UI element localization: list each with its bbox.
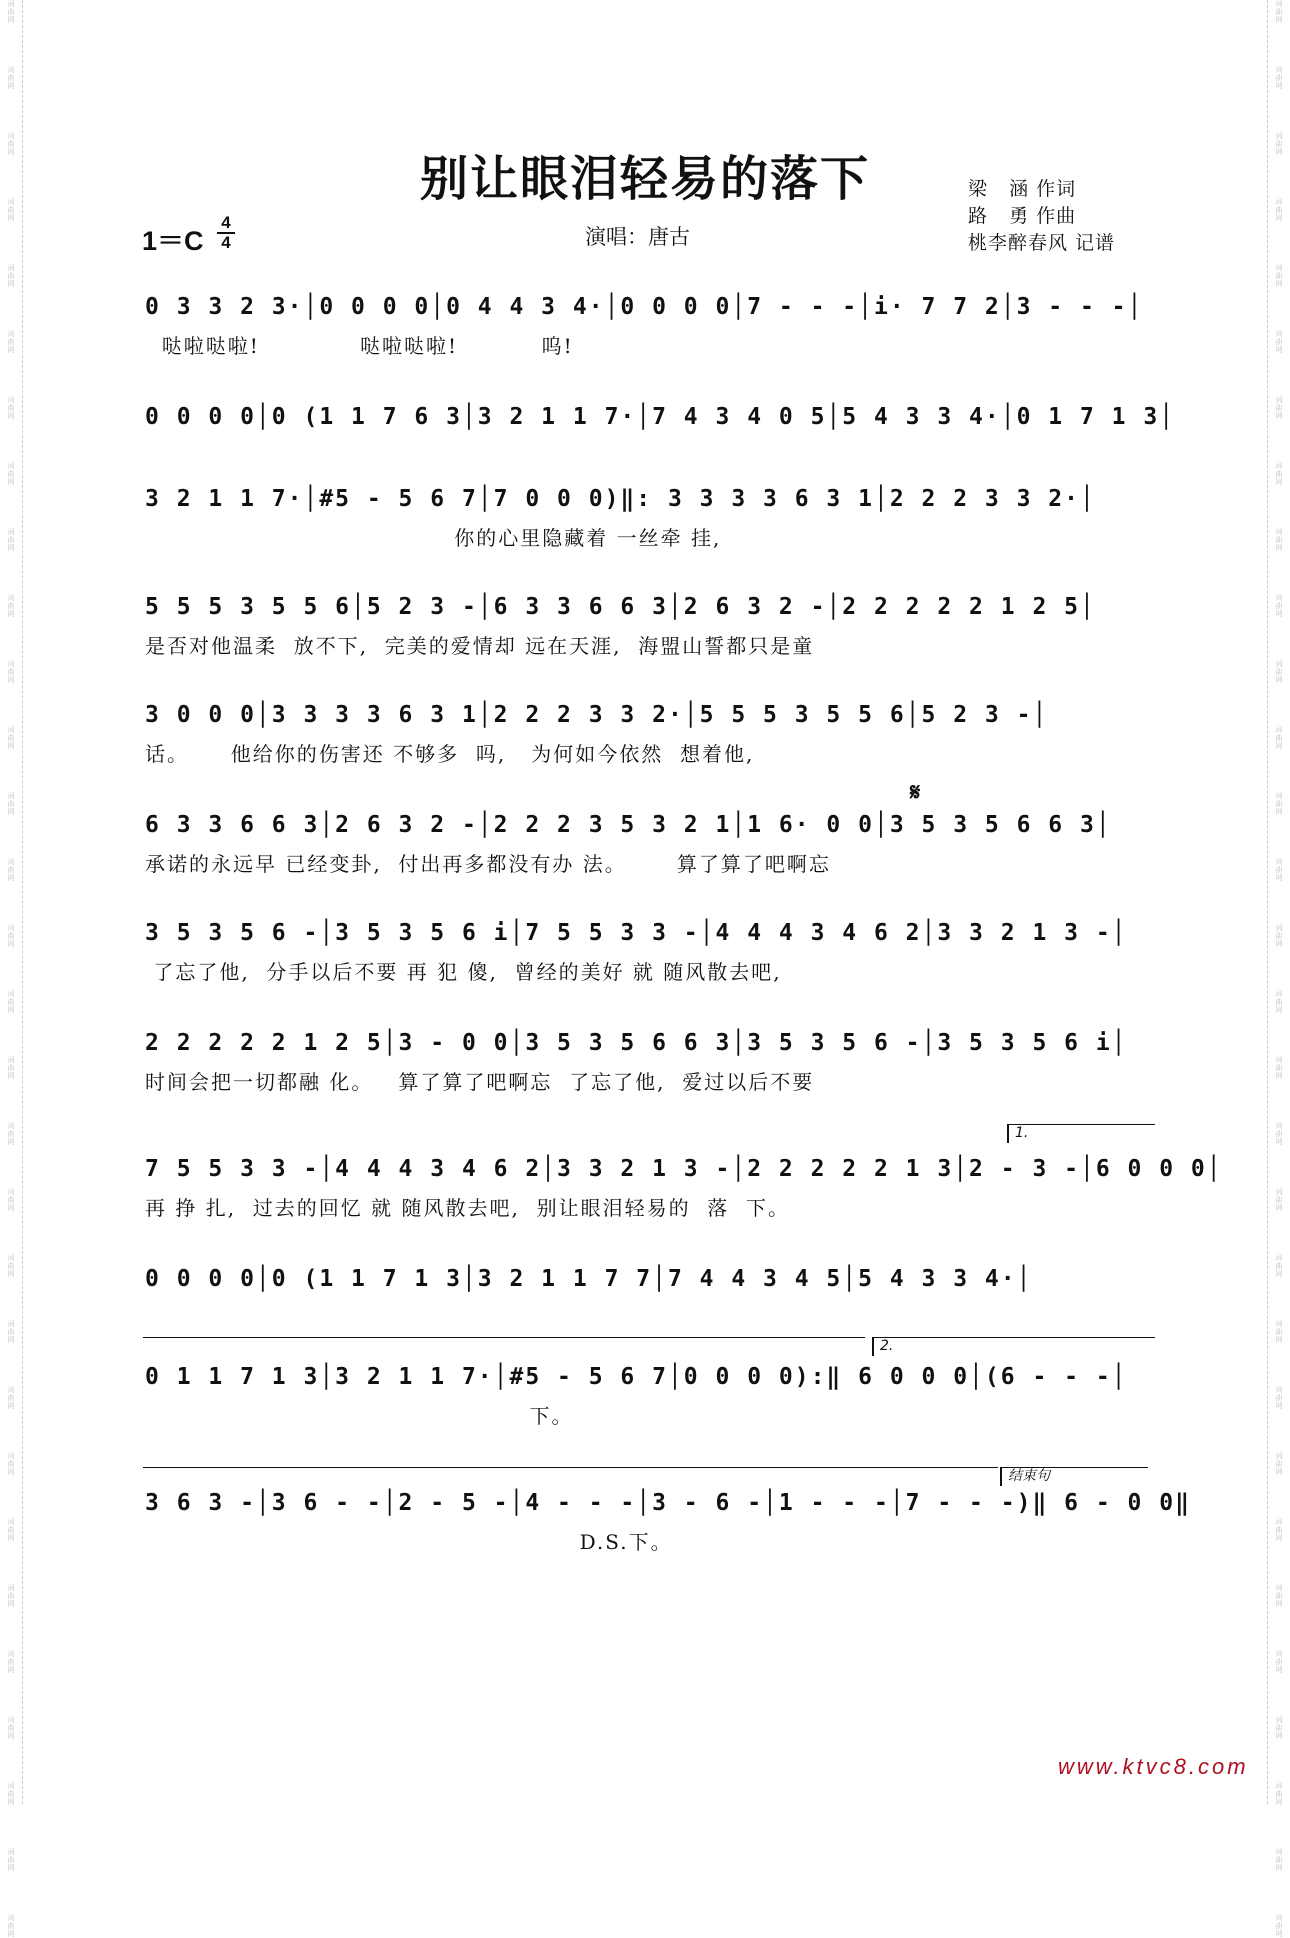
watermark-text: 词 曲 网 xyxy=(7,1716,15,1740)
watermark-text: 词 曲 网 xyxy=(1275,66,1283,90)
watermark-text: 词 曲 网 xyxy=(1275,1782,1283,1806)
watermark-text: 词 曲 网 xyxy=(1275,330,1283,354)
watermark-text: 词 曲 网 xyxy=(7,1452,15,1476)
watermark-text: 词 曲 网 xyxy=(7,1584,15,1608)
lyrics-line: 是否对他温柔 放不下, 完美的爱情却 远在天涯, 海盟山誓都只是童 xyxy=(145,634,815,658)
lyrics-line: D.S.下。 xyxy=(145,1530,673,1554)
watermark-text: 词 曲 网 xyxy=(7,1518,15,1542)
watermark-text: 词 曲 网 xyxy=(7,1056,15,1080)
watermark-text: 词 曲 网 xyxy=(7,1254,15,1278)
second-ending-continuation-line xyxy=(143,1467,998,1468)
first-ending-bracket: 1. xyxy=(1007,1124,1155,1143)
watermark-text: 词 曲 网 xyxy=(7,462,15,486)
watermark-text: 词 曲 网 xyxy=(1275,264,1283,288)
lyrics-line: 承诺的永远早 已经变卦, 付出再多都没有办 法。 算了算了吧啊忘 xyxy=(145,852,831,876)
watermark-text: 词 曲 网 xyxy=(7,1320,15,1344)
watermark-text: 词 曲 网 xyxy=(1275,594,1283,618)
segno-sign: 𝄋 xyxy=(910,778,921,806)
watermark-text: 词 曲 网 xyxy=(1275,990,1283,1014)
notation-line: 6 3 3 6 6 3│2 6 3 2 -│2 2 2 3 5 3 2 1│1 6· 0 0│3 5 3 5 6 6 3│ xyxy=(145,812,1112,838)
watermark-text: 词 曲 网 xyxy=(7,132,15,156)
watermark-text: 词 曲 网 xyxy=(7,1782,15,1806)
watermark-text: 词 曲 网 xyxy=(1275,462,1283,486)
watermark-text: 词 曲 网 xyxy=(7,528,15,552)
watermark-text: 词 曲 网 xyxy=(1275,396,1283,420)
notation-line: 3 5 3 5 6 -│3 5 3 5 6 i│7 5 5 3 3 -│4 4 4 3 4 6 2│3 3 2 1 3 -│ xyxy=(145,920,1128,946)
lyrics-line: 哒啦哒啦! 哒啦哒啦! 呜! xyxy=(145,334,574,358)
first-ending-continuation-line xyxy=(143,1337,865,1338)
watermark-text: 词 曲 网 xyxy=(7,330,15,354)
watermark-text: 词 曲 网 xyxy=(1275,1320,1283,1344)
notation-line: 3 0 0 0│3 3 3 3 6 3 1│2 2 2 3 3 2·│5 5 5 3 5 5 6│5 2 3 -│ xyxy=(145,702,1049,728)
watermark-text: 词 曲 网 xyxy=(7,1914,15,1938)
credits-block xyxy=(968,176,1115,257)
key-signature: 1＝C xyxy=(142,226,204,256)
watermark-text: 词 曲 网 xyxy=(7,1848,15,1872)
composer-credit: 路 勇 作曲 xyxy=(968,205,1077,227)
time-signature xyxy=(216,214,236,252)
singer-credit: 演唱：唐古 xyxy=(585,225,690,249)
lyrics-line: 再 挣 扎, 过去的回忆 就 随风散去吧, 别让眼泪轻易的 落 下。 xyxy=(145,1196,791,1220)
left-watermark-strip xyxy=(0,0,23,1938)
lyrics-line: 下。 xyxy=(145,1404,574,1428)
watermark-text: 词 曲 网 xyxy=(1275,132,1283,156)
notation-line: 7 5 5 3 3 -│4 4 4 3 4 6 2│3 3 2 1 3 -│2 2 2 2 2 1 3│2 - 3 -│6 0 0 0│ xyxy=(145,1156,1223,1182)
time-signature-denominator: 4 xyxy=(221,233,231,252)
watermark-text: 词 曲 网 xyxy=(1275,528,1283,552)
watermark-text: 词 曲 网 xyxy=(1275,726,1283,750)
lyrics-line: 时间会把一切都融 化。 算了算了吧啊忘 了忘了他, 爱过以后不要 xyxy=(145,1070,815,1094)
notation-line: 0 3 3 2 3·│0 0 0 0│0 4 4 3 4·│0 0 0 0│7 - - -│i· 7 7 2│3 - - -│ xyxy=(145,294,1144,320)
watermark-text: 词 曲 网 xyxy=(1275,1914,1283,1938)
watermark-text: 词 曲 网 xyxy=(1275,1848,1283,1872)
song-title: 别让眼泪轻易的落下 xyxy=(419,151,870,207)
lyrics-line: 话。 他给你的伤害还 不够多 吗, 为何如今依然 想着他, xyxy=(145,742,755,766)
watermark-text: 词 曲 网 xyxy=(7,198,15,222)
notation-line: 2 2 2 2 2 1 2 5│3 - 0 0│3 5 3 5 6 6 3│3 5 3 5 6 -│3 5 3 5 6 i│ xyxy=(145,1030,1128,1056)
watermark-text: 词 曲 网 xyxy=(7,594,15,618)
right-watermark-strip xyxy=(1267,0,1290,1938)
second-ending-bracket: 2. xyxy=(872,1337,1155,1356)
watermark-text: 词 曲 网 xyxy=(7,924,15,948)
watermark-text: 词 曲 网 xyxy=(7,396,15,420)
lyrics-line: 了忘了他, 分手以后不要 再 犯 傻, 曾经的美好 就 随风散去吧, xyxy=(145,960,782,984)
watermark-text: 词 曲 网 xyxy=(7,1650,15,1674)
watermark-text: 词 曲 网 xyxy=(7,858,15,882)
watermark-text: 词 曲 网 xyxy=(7,264,15,288)
time-signature-numerator: 4 xyxy=(221,213,231,232)
watermark-text: 词 曲 网 xyxy=(1275,924,1283,948)
watermark-text: 词 曲 网 xyxy=(1275,1716,1283,1740)
watermark-text: 词 曲 网 xyxy=(7,1386,15,1410)
watermark-text: 词 曲 网 xyxy=(1275,0,1283,24)
watermark-text: 词 曲 网 xyxy=(7,726,15,750)
watermark-text: 词 曲 网 xyxy=(1275,792,1283,816)
lyricist-credit: 梁 涵 作词 xyxy=(968,178,1077,200)
notation-line: 0 0 0 0│0 (1 1 7 6 3│3 2 1 1 7·│7 4 3 4 0 5│5 4 3 3 4·│0 1 7 1 3│ xyxy=(145,404,1176,430)
site-watermark: www.ktvc8.com xyxy=(1058,1754,1249,1779)
watermark-text: 词 曲 网 xyxy=(1275,1386,1283,1410)
watermark-text: 词 曲 网 xyxy=(7,1122,15,1146)
watermark-text: 词 曲 网 xyxy=(7,660,15,684)
notation-line: 3 2 1 1 7·│#5 - 5 6 7│7 0 0 0)‖: 3 3 3 3 6 3 1│2 2 2 3 3 2·│ xyxy=(145,486,1096,512)
watermark-text: 词 曲 网 xyxy=(7,1188,15,1212)
notation-line: 0 0 0 0│0 (1 1 7 1 3│3 2 1 1 7 7│7 4 4 3 4 5│5 4 3 3 4·│ xyxy=(145,1266,1033,1292)
notation-line: 0 1 1 7 1 3│3 2 1 1 7·│#5 - 5 6 7│0 0 0 0):‖ 6 0 0 0│(6 - - -│ xyxy=(145,1364,1128,1390)
watermark-text: 词 曲 网 xyxy=(1275,1452,1283,1476)
watermark-text: 词 曲 网 xyxy=(1275,660,1283,684)
watermark-text: 词 曲 网 xyxy=(1275,1518,1283,1542)
ending-phrase-bracket: 结束句 xyxy=(1000,1467,1148,1486)
watermark-text: 词 曲 网 xyxy=(7,990,15,1014)
lyrics-line: 你的心里隐藏着 一丝牵 挂, xyxy=(145,526,722,550)
watermark-text: 词 曲 网 xyxy=(7,792,15,816)
watermark-text: 词 曲 网 xyxy=(1275,1188,1283,1212)
notation-line: 5 5 5 3 5 5 6│5 2 3 -│6 3 3 6 6 3│2 6 3 2 -│2 2 2 2 2 1 2 5│ xyxy=(145,594,1096,620)
watermark-text: 词 曲 网 xyxy=(1275,1650,1283,1674)
transcriber-credit: 桃李醉春风 记谱 xyxy=(968,232,1116,254)
watermark-text: 词 曲 网 xyxy=(7,66,15,90)
watermark-text: 词 曲 网 xyxy=(1275,1122,1283,1146)
watermark-text: 词 曲 网 xyxy=(1275,198,1283,222)
watermark-text: 词 曲 网 xyxy=(7,0,15,24)
watermark-text: 词 曲 网 xyxy=(1275,1254,1283,1278)
watermark-text: 词 曲 网 xyxy=(1275,1584,1283,1608)
notation-line: 3 6 3 -│3 6 - -│2 - 5 -│4 - - -│3 - 6 -│1 - - -│7 - - -)‖ 6 - 0 0‖ xyxy=(145,1490,1191,1516)
watermark-text: 词 曲 网 xyxy=(1275,1056,1283,1080)
watermark-text: 词 曲 网 xyxy=(1275,858,1283,882)
